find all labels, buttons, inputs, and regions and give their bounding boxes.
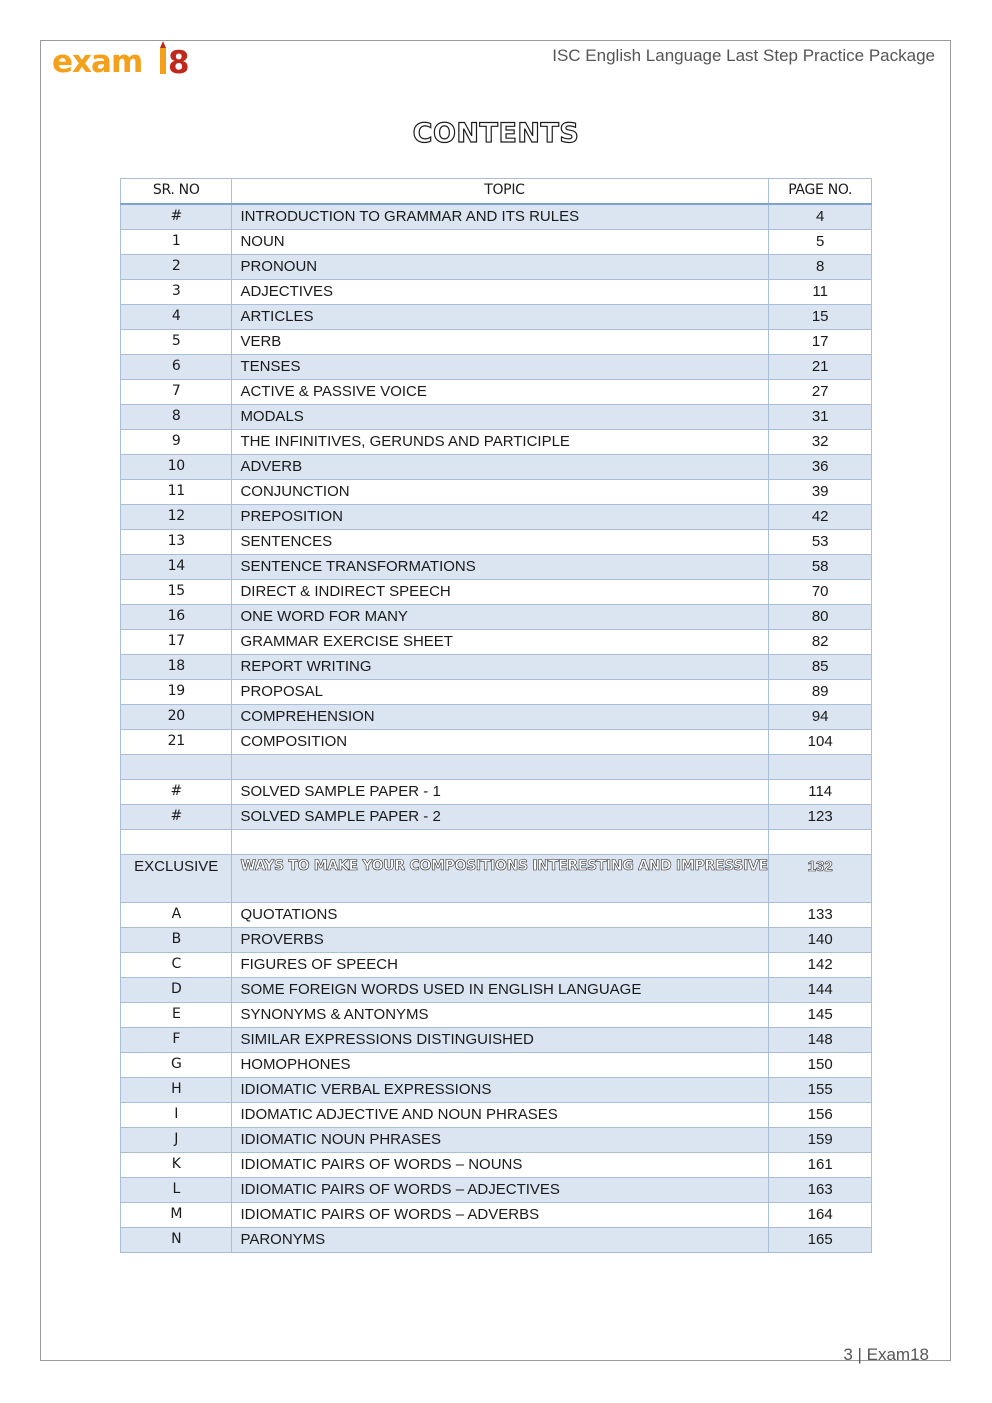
topic-cell: COMPOSITION	[232, 730, 769, 755]
table-row	[121, 1153, 872, 1178]
table-row	[121, 1103, 872, 1128]
topic-cell: GRAMMAR EXERCISE SHEET	[232, 630, 769, 655]
page-footer: 3 | Exam18	[843, 1345, 929, 1364]
table-row	[121, 555, 872, 580]
topic-cell: THE INFINITIVES, GERUNDS AND PARTICIPLE	[232, 430, 769, 455]
sr-no-cell: 11	[121, 480, 232, 505]
page-no-cell: 15	[769, 305, 872, 330]
sr-no-cell: E	[121, 1003, 232, 1028]
table-row	[121, 855, 872, 903]
sr-no-cell: 8	[121, 405, 232, 430]
sr-no-cell: H	[121, 1078, 232, 1103]
sr-no-cell: F	[121, 1028, 232, 1053]
topic-cell: ADVERB	[232, 455, 769, 480]
topic-cell: SOLVED SAMPLE PAPER - 1	[232, 780, 769, 805]
page-no-cell: 161	[769, 1153, 872, 1178]
page-no-cell: 11	[769, 280, 872, 305]
page-no-cell: 104	[769, 730, 872, 755]
page-no-cell: 21	[769, 355, 872, 380]
page-no-cell: 70	[769, 580, 872, 605]
topic-cell: IDIOMATIC PAIRS OF WORDS – NOUNS	[232, 1153, 769, 1178]
sr-no-cell: C	[121, 953, 232, 978]
topic-cell: COMPREHENSION	[232, 705, 769, 730]
page-no-cell: 58	[769, 555, 872, 580]
table-row	[121, 380, 872, 405]
topic-cell: VERB	[232, 330, 769, 355]
page-no-cell: 123	[769, 805, 872, 830]
table-row	[121, 630, 872, 655]
topic-cell: QUOTATIONS	[232, 903, 769, 928]
table-row	[121, 280, 872, 305]
table-row	[121, 330, 872, 355]
page-no-cell: 5	[769, 230, 872, 255]
page-no-cell: 164	[769, 1203, 872, 1228]
sr-no-cell: 20	[121, 705, 232, 730]
sr-no-cell: 4	[121, 305, 232, 330]
sr-no-cell: 19	[121, 680, 232, 705]
table-row	[121, 455, 872, 480]
page-no-cell: 165	[769, 1228, 872, 1253]
sr-no-cell: 1	[121, 230, 232, 255]
topic-cell: FIGURES OF SPEECH	[232, 953, 769, 978]
table-row	[121, 755, 872, 780]
page-no-cell: 150	[769, 1053, 872, 1078]
table-row	[121, 655, 872, 680]
table-row	[121, 305, 872, 330]
topic-cell: SOLVED SAMPLE PAPER - 2	[232, 805, 769, 830]
page-no-cell: 27	[769, 380, 872, 405]
topic-cell: DIRECT & INDIRECT SPEECH	[232, 580, 769, 605]
topic-cell: WAYS TO MAKE YOUR COMPOSITIONS INTERESTING AND IMPRESSIVE	[232, 855, 769, 903]
topic-cell: HOMOPHONES	[232, 1053, 769, 1078]
svg-text:8: 8	[168, 45, 190, 81]
topic-cell: SOME FOREIGN WORDS USED IN ENGLISH LANGUAGE	[232, 978, 769, 1003]
table-row	[121, 580, 872, 605]
table-row	[121, 1228, 872, 1253]
page-no-cell: 94	[769, 705, 872, 730]
topic-cell	[232, 830, 769, 855]
topic-cell	[232, 755, 769, 780]
topic-cell: SYNONYMS & ANTONYMS	[232, 1003, 769, 1028]
topic-cell: IDOMATIC ADJECTIVE AND NOUN PHRASES	[232, 1103, 769, 1128]
table-row	[121, 1003, 872, 1028]
column-header-topic: TOPIC	[232, 179, 769, 205]
document-header-title: ISC English Language Last Step Practice Package	[552, 46, 935, 65]
sr-no-cell: 16	[121, 605, 232, 630]
page-no-cell: 114	[769, 780, 872, 805]
topic-cell: ONE WORD FOR MANY	[232, 605, 769, 630]
page-no-cell: 32	[769, 430, 872, 455]
page-no-cell: 31	[769, 405, 872, 430]
topic-cell: ADJECTIVES	[232, 280, 769, 305]
sr-no-cell: 17	[121, 630, 232, 655]
sr-no-cell: 2	[121, 255, 232, 280]
sr-no-cell: EXCLUSIVE	[121, 855, 232, 903]
sr-no-cell: 15	[121, 580, 232, 605]
topic-cell: ARTICLES	[232, 305, 769, 330]
table-header-row	[121, 179, 872, 205]
table-row	[121, 978, 872, 1003]
sr-no-cell: 5	[121, 330, 232, 355]
topic-cell: PREPOSITION	[232, 505, 769, 530]
table-row	[121, 680, 872, 705]
page-no-cell	[769, 755, 872, 780]
table-row	[121, 1178, 872, 1203]
page-no-cell: 53	[769, 530, 872, 555]
sr-no-cell: #	[121, 780, 232, 805]
page-no-cell: 142	[769, 953, 872, 978]
sr-no-cell: #	[121, 204, 232, 230]
topic-cell: INTRODUCTION TO GRAMMAR AND ITS RULES	[232, 204, 769, 230]
topic-cell: ACTIVE & PASSIVE VOICE	[232, 380, 769, 405]
table-row	[121, 505, 872, 530]
page-no-cell: 80	[769, 605, 872, 630]
table-row	[121, 705, 872, 730]
sr-no-cell: 3	[121, 280, 232, 305]
page-no-cell: 144	[769, 978, 872, 1003]
topic-cell: SENTENCES	[232, 530, 769, 555]
page-no-cell: 39	[769, 480, 872, 505]
topic-cell: PROVERBS	[232, 928, 769, 953]
page-no-cell: 4	[769, 204, 872, 230]
table-row	[121, 1028, 872, 1053]
page-no-cell: 163	[769, 1178, 872, 1203]
sr-no-cell: #	[121, 805, 232, 830]
table-row	[121, 355, 872, 380]
table-row	[121, 928, 872, 953]
page-no-cell	[769, 830, 872, 855]
topic-cell: PARONYMS	[232, 1228, 769, 1253]
topic-cell: TENSES	[232, 355, 769, 380]
topic-cell: IDIOMATIC PAIRS OF WORDS – ADVERBS	[232, 1203, 769, 1228]
page-no-cell: 148	[769, 1028, 872, 1053]
sr-no-cell: J	[121, 1128, 232, 1153]
table-row	[121, 430, 872, 455]
sr-no-cell: 12	[121, 505, 232, 530]
sr-no-cell	[121, 755, 232, 780]
sr-no-cell	[121, 830, 232, 855]
page-no-cell: 42	[769, 505, 872, 530]
table-row	[121, 1053, 872, 1078]
table-row	[121, 730, 872, 755]
topic-cell: SIMILAR EXPRESSIONS DISTINGUISHED	[232, 1028, 769, 1053]
table-row	[121, 1078, 872, 1103]
table-row	[121, 903, 872, 928]
page-no-cell: 8	[769, 255, 872, 280]
topic-cell: IDIOMATIC VERBAL EXPRESSIONS	[232, 1078, 769, 1103]
table-row	[121, 204, 872, 230]
sr-no-cell: I	[121, 1103, 232, 1128]
sr-no-cell: L	[121, 1178, 232, 1203]
sr-no-cell: N	[121, 1228, 232, 1253]
page-no-cell: 17	[769, 330, 872, 355]
topic-cell: IDIOMATIC NOUN PHRASES	[232, 1128, 769, 1153]
page-no-cell: 133	[769, 903, 872, 928]
column-header-page-no: PAGE NO.	[769, 179, 872, 205]
sr-no-cell: 18	[121, 655, 232, 680]
topic-cell: IDIOMATIC PAIRS OF WORDS – ADJECTIVES	[232, 1178, 769, 1203]
sr-no-cell: D	[121, 978, 232, 1003]
table-row	[121, 255, 872, 280]
page-no-cell: 89	[769, 680, 872, 705]
table-row	[121, 480, 872, 505]
table-row	[121, 805, 872, 830]
table-row	[121, 405, 872, 430]
table-row	[121, 1128, 872, 1153]
page-no-cell: 132	[769, 855, 872, 903]
sr-no-cell: M	[121, 1203, 232, 1228]
page-no-cell: 145	[769, 1003, 872, 1028]
table-row	[121, 780, 872, 805]
table-row	[121, 1203, 872, 1228]
topic-cell: PROPOSAL	[232, 680, 769, 705]
sr-no-cell: 10	[121, 455, 232, 480]
page-no-cell: 159	[769, 1128, 872, 1153]
sr-no-cell: 6	[121, 355, 232, 380]
topic-cell: MODALS	[232, 405, 769, 430]
contents-table	[120, 178, 872, 1253]
sr-no-cell: 9	[121, 430, 232, 455]
topic-cell: CONJUNCTION	[232, 480, 769, 505]
table-row	[121, 830, 872, 855]
sr-no-cell: 13	[121, 530, 232, 555]
sr-no-cell: K	[121, 1153, 232, 1178]
page-no-cell: 156	[769, 1103, 872, 1128]
logo-text: exam	[52, 44, 143, 80]
table-row	[121, 230, 872, 255]
sr-no-cell: 21	[121, 730, 232, 755]
page-no-cell: 85	[769, 655, 872, 680]
table-row	[121, 530, 872, 555]
sr-no-cell: B	[121, 928, 232, 953]
page-no-cell: 155	[769, 1078, 872, 1103]
table-row	[121, 605, 872, 630]
page-no-cell: 140	[769, 928, 872, 953]
table-body	[121, 204, 872, 1253]
column-header-sr-no: SR. NO	[121, 179, 232, 205]
page-title: CONTENTS	[412, 118, 580, 149]
page-no-cell: 82	[769, 630, 872, 655]
table-row	[121, 953, 872, 978]
sr-no-cell: G	[121, 1053, 232, 1078]
page-no-cell: 36	[769, 455, 872, 480]
topic-cell: REPORT WRITING	[232, 655, 769, 680]
sr-no-cell: 7	[121, 380, 232, 405]
topic-cell: NOUN	[232, 230, 769, 255]
sr-no-cell: A	[121, 903, 232, 928]
sr-no-cell: 14	[121, 555, 232, 580]
topic-cell: SENTENCE TRANSFORMATIONS	[232, 555, 769, 580]
topic-cell: PRONOUN	[232, 255, 769, 280]
pencil-logo-icon	[156, 40, 200, 82]
